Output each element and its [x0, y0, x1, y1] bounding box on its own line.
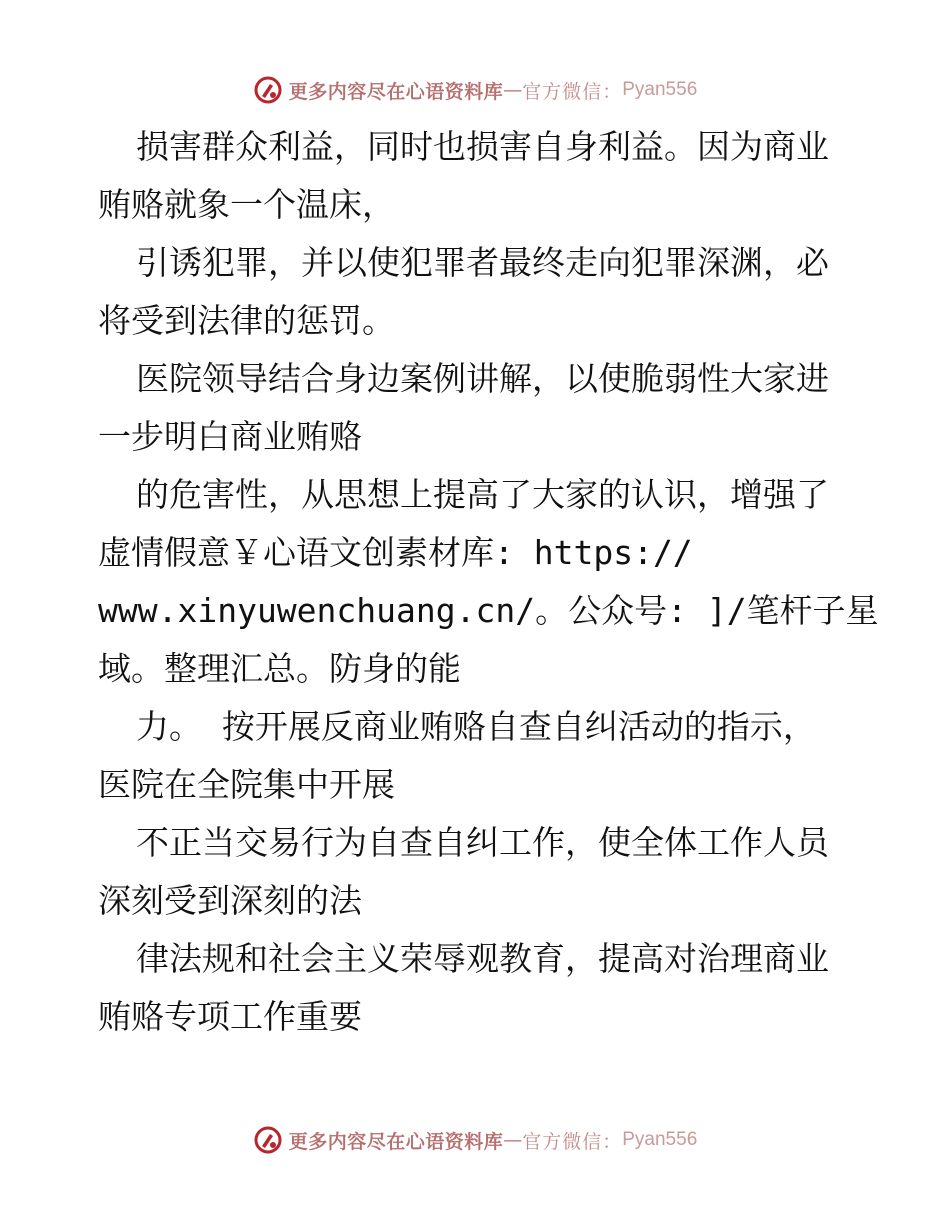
body-line: 虚情假意￥心语文创素材库: https://: [98, 533, 693, 572]
header-wechat-id: Pyan556: [622, 79, 698, 100]
footer-wechat-label: 官方微信：: [522, 1130, 623, 1153]
header-wechat-label: 官方微信：: [522, 80, 623, 103]
body-line: 将受到法律的惩罚。: [98, 301, 395, 340]
footer-wechat-id: Pyan556: [622, 1129, 698, 1150]
body-line: 贿赂就象一个温床，: [98, 185, 395, 224]
body-line: www.xinyuwenchuang.cn/。公众号: ]/笔杆子星: [98, 591, 879, 630]
body-line: 的危害性，从思想上提高了大家的认识，增强了: [136, 475, 829, 514]
footer-banner: [0, 1120, 950, 1160]
header-banner: [0, 70, 950, 110]
body-line: 不正当交易行为自查自纠工作，使全体工作人员: [136, 823, 829, 862]
body-line: 深刻受到深刻的法: [98, 881, 362, 920]
body-line: 医院在全院集中开展: [98, 765, 395, 804]
footer-separator: —: [503, 1129, 523, 1151]
document-body: [98, 118, 879, 1046]
header-separator: —: [503, 79, 523, 101]
body-line: 力。 按开展反商业贿赂自查自纠活动的指示，: [136, 707, 816, 746]
logo-icon: [253, 75, 283, 105]
body-line: 损害群众利益，同时也损害自身利益。因为商业: [136, 127, 829, 166]
body-line: 一步明白商业贿赂: [98, 417, 362, 456]
header-site-name: 更多内容尽在心语资料库: [288, 80, 504, 103]
logo-icon: [253, 1125, 283, 1155]
body-line: 引诱犯罪，并以使犯罪者最终走向犯罪深渊，必: [136, 243, 829, 282]
body-line: 医院领导结合身边案例讲解，以使脆弱性大家进: [136, 359, 829, 398]
footer-site-name: 更多内容尽在心语资料库: [288, 1130, 504, 1153]
body-line: 律法规和社会主义荣辱观教育，提高对治理商业: [136, 939, 829, 978]
body-line: 贿赂专项工作重要: [98, 997, 362, 1036]
body-line: 域。整理汇总。防身的能: [98, 649, 461, 688]
